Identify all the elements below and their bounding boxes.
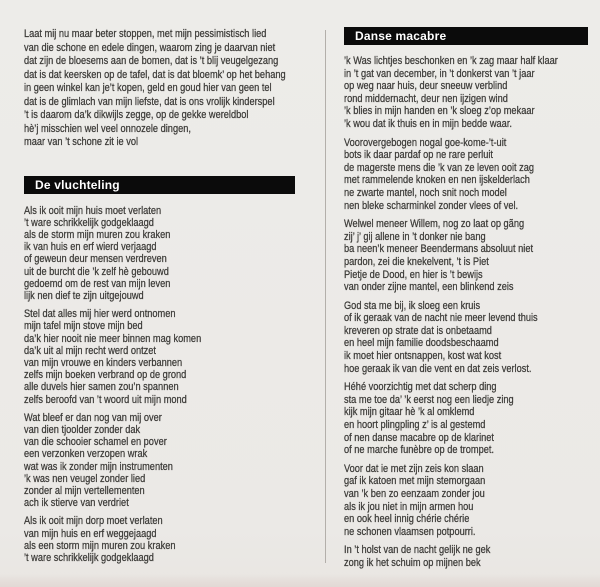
lyric-line: Voorovergebogen nogal goe-kome-’t-uit [344, 136, 507, 149]
stanza [344, 137, 590, 213]
lyric-line: dat zijn de bloesems aan de bomen, dat is ’t blij veugelgezang [24, 55, 279, 67]
lyric-line: als de storm mijn muren zou kraken [24, 228, 171, 241]
lyric-line: of ne marche funèbre op de trompet. [344, 444, 494, 457]
lyric-line: Welwel meneer Willem, nog zo laat op gãng [344, 218, 525, 231]
lyric-line: van die schone en edele dingen, waarom zing je daarvan niet [24, 41, 276, 54]
lyric-line: nen bleke scharminkel zonder vlees of vel. [344, 199, 519, 212]
lyric-line: Als ik ooit mijn dorp moet verlaten [24, 515, 163, 528]
lyric-line: ik moet hier ontsnappen, kost wat kost [344, 350, 502, 363]
lyric-line: ’t ware schrikkelijk godgeklaagd [24, 216, 154, 229]
lyric-line: ’t ware schrikkelijk godgeklaagd [24, 551, 154, 564]
lyric-line: Laat mij nu maar beter stoppen, met mijn pessimistisch lied [24, 28, 267, 40]
lyric-line: ’k wou dat ik thuis en in mijn bedde waar. [344, 117, 512, 130]
lyric-line: van ’k ben zo eenzaam zonder jou [344, 488, 485, 500]
de-vluchteling-lyrics [24, 205, 300, 565]
stanza [24, 412, 300, 510]
lyric-line: uit de burcht die ’k zelf hè gebouwd [24, 265, 169, 278]
stanza [344, 463, 590, 539]
lyric-line: pardon, zei die knekelvent, ’t is Piet [344, 255, 489, 268]
lyric-line: van dien tjoolder zonder dak [24, 423, 141, 436]
lyric-line: van mijn vrouwe en kinders verbannen [24, 356, 183, 369]
stanza [24, 515, 300, 564]
lyric-line: bots ik daar pardaf op ne rare perluit [344, 149, 493, 162]
lyric-line: sta me toe da’ ’k eerst nog een liedje zing [344, 393, 514, 406]
lyric-line: da’k hier nooit nie meer binnen mag komen [24, 332, 202, 345]
lyric-line: dat is dat keersken op de tafel, dat is dat bloemk’ op het behang [24, 68, 286, 81]
lyric-line: mijn tafel mijn stove mijn bed [24, 320, 143, 333]
lyric-line: zong ik het schuim op mijnen bek [344, 556, 481, 569]
lyric-line: da’k uit al mijn recht werd ontzet [24, 344, 156, 357]
lyric-line: In ’t holst van de nacht gelijk ne gek [344, 544, 491, 557]
lyric-line: ne zwarte mantel, noch snit noch model [344, 186, 507, 199]
lyric-line: Pietje de Dood, en hier is ’t bewijs [344, 268, 483, 281]
lyric-line: op weg naar huis, deur sneeuw verblind [344, 80, 508, 93]
lyric-line: kijk mijn gitaar hè ’k al omklemd [344, 406, 475, 419]
lyric-line: maar van ’t schone zit ie vol [24, 136, 139, 148]
section-header-danse-macabre [344, 27, 588, 45]
lyric-line: zij’ j’ gij allene in ’t donker nie bang [344, 230, 486, 243]
lyric-line: God sta me bij, ik sloeg een kruis [344, 299, 481, 312]
section-header-de-vluchteling [24, 176, 295, 194]
lyric-line: of geweun deur mensen verdreven [24, 253, 167, 266]
lyric-line: rond middernacht, deur nen ijzigen wind [344, 92, 508, 105]
lyric-line: als ik jou niet in mijn armen hou [344, 500, 474, 513]
lyric-line: van die schooier schamel en pover [24, 436, 167, 449]
stanza [344, 300, 590, 376]
intro-poem [24, 28, 300, 150]
stanza [344, 381, 590, 457]
lyric-line: ik van huis en erf wierd verjaagd [24, 241, 157, 254]
lyric-line: gaf ik katoen met mijn stemorgaan [344, 475, 486, 488]
lyric-line: Voor dat ie met zijn zeis kon slaan [344, 462, 484, 475]
column-divider-rule [325, 30, 326, 563]
lyric-line: van onder zijne mantel, een blinkend zeis [344, 281, 514, 294]
lyric-line: Als ik ooit mijn huis moet verlaten [24, 204, 162, 217]
stanza [344, 55, 590, 131]
lyric-line: van mijn huis en erf weggejaagd [24, 527, 157, 540]
lyric-line: ’t is daarom da’k dikwijls zegge, op de gekke wereldbol [24, 109, 249, 121]
lyric-line: ne schonen vlaamsen potpourri. [344, 525, 476, 538]
lyric-line: ’k Was lichtjes beschonken en ’k zag maar half klaar [344, 55, 558, 67]
lyric-line: hè’j misschien wel veel onnozele dingen, [24, 122, 191, 135]
lyric-line: zelfs beroofd van ’t woord uit mijn mond [24, 393, 187, 406]
lyric-line: Stel dat alles mij hier werd ontnomen [24, 308, 176, 321]
lyric-line: gedoemd om de rest van mijn leven [24, 277, 171, 290]
danse-macabre-lyrics [344, 55, 590, 570]
lyric-line: of nen danse macabre op de klarinet [344, 431, 494, 444]
right-column [344, 27, 590, 576]
lyric-line: in ’t gat van december, in ’t donkerst van ’t jaar [344, 67, 535, 80]
lyric-line: dat is de glimlach van mijn liefste, dat is ons vrolijk kinderspel [24, 95, 275, 108]
lyric-line: ’k was nen veugel zonder lied [24, 472, 146, 485]
lyric-line: wat was ik zonder mijn instrumenten [24, 460, 173, 473]
lyric-line: lijk nen dief te zijn uitgejouwd [24, 289, 144, 302]
lyric-line: Héhé voorzichtig met dat scherp ding [344, 381, 497, 394]
lyric-line: een verzonken verzopen wrak [24, 448, 148, 461]
stanza [344, 544, 590, 569]
lyric-line: en hoort plingpling z’ is al gestemd [344, 419, 486, 432]
stanza [24, 28, 300, 150]
lyric-line: ach ik stierve van verdriet [24, 497, 129, 510]
lyric-line: ba neen’k meneer Beendermans absoluut niet [344, 243, 534, 256]
lyric-line: hoe geraak ik van die vent en dat zeis verlost. [344, 362, 532, 375]
lyric-line: kreveren op strate dat is onbetaamd [344, 324, 492, 337]
stanza [344, 218, 590, 294]
scan-edge-shadow [0, 574, 600, 587]
lyric-line: Wat bleef er dan nog van mij over [24, 411, 162, 424]
lyric-line: en heel mijn familie doodsbeschaamd [344, 337, 499, 350]
lyric-line: zelfs mijn boeken verbrand op de grond [24, 369, 187, 382]
lyric-line: de magerste mens die ’k van ze leven ooit zag [344, 161, 535, 174]
left-column [24, 28, 300, 570]
section-title: De vluchteling [35, 177, 120, 192]
lyric-line: en ook heel innig chérie chérie [344, 513, 470, 526]
lyric-line: alle duvels hier samen zou’n spannen [24, 381, 179, 394]
section-title: Danse macabre [355, 29, 447, 43]
lyric-line: in geen winkel kan je’t kopen, geld en goud hier van geen tel [24, 82, 272, 94]
lyric-line: zonder al mijn vertellementen [24, 484, 145, 497]
lyric-line: met rammelende knoken en nen ijskelderlach [344, 174, 530, 187]
stanza [24, 308, 300, 406]
lyric-line: als een storm mijn muren zou kraken [24, 539, 176, 552]
lyric-line: ’k blies in mijn handen en ’k sloeg z’op mekaar [344, 105, 535, 118]
stanza [24, 205, 300, 303]
lyric-line: of ik geraak van de nacht nie meer levend thuis [344, 312, 538, 325]
